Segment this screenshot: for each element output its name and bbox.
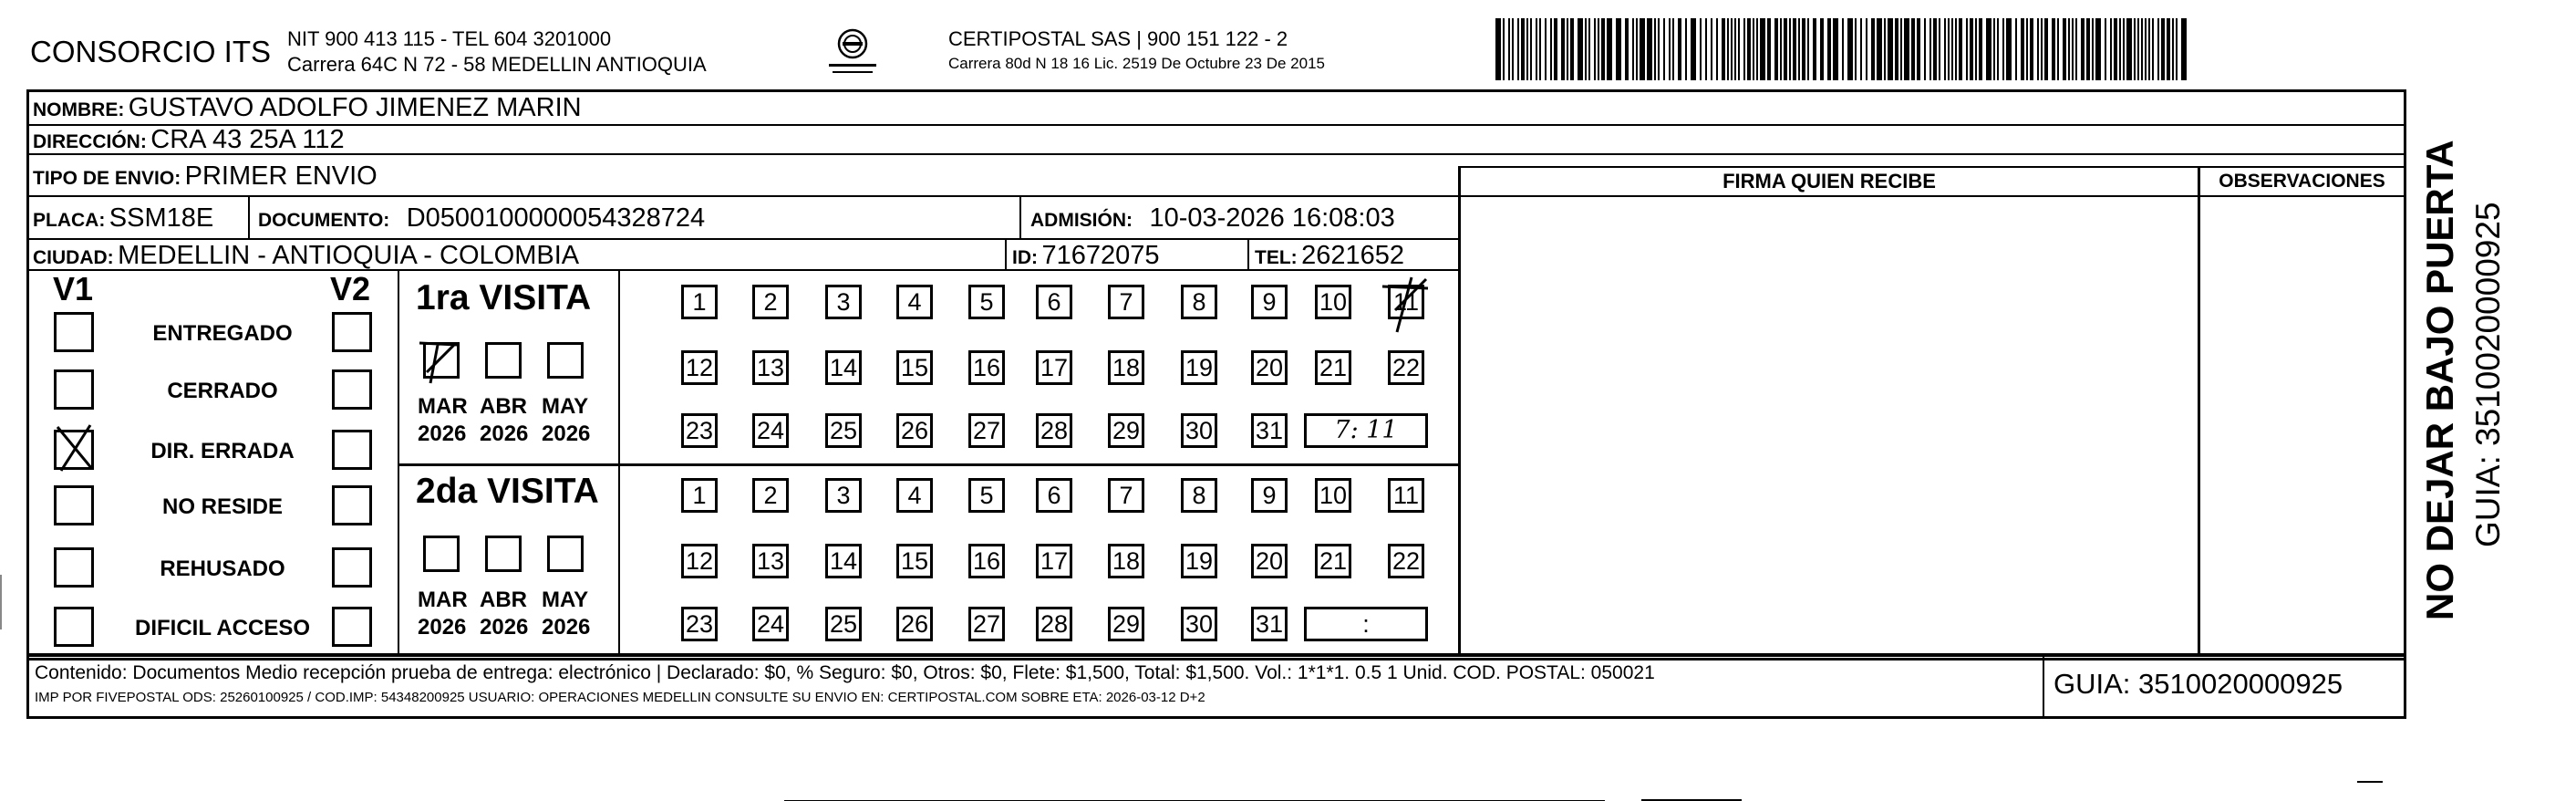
v1-checkbox-1[interactable] [54,369,94,410]
firma-area[interactable] [1463,198,2196,654]
placa-label: PLACA: [33,210,106,231]
id-value: 71672075 [1041,241,1160,270]
documento-label: DOCUMENTO: [258,210,390,231]
month-label: ABR [480,394,527,419]
v2-checkbox-3[interactable] [332,485,372,525]
day-box[interactable]: 24 [752,607,789,641]
day-box[interactable]: 20 [1251,544,1288,578]
day-box[interactable]: 30 [1181,607,1217,641]
day-box[interactable]: 28 [1036,607,1072,641]
day-box[interactable]: 30 [1181,413,1217,448]
v2-heading: V2 [330,270,371,307]
footer-imp: IMP POR FIVEPOSTAL ODS: 25260100925 / COD.IMP: 54348200925 USUARIO: OPERACIONES MEDELLIN CONSULTE SU ENVIO EN: CERTIPOSTAL.COM SOBRE ETA: 2026-03-12 D+2 [35,690,1205,705]
year-label: 2026 [480,421,529,446]
day-box[interactable]: 2 [752,285,789,319]
tipo-envio-row [33,155,378,195]
day-box[interactable]: 22 [1388,544,1424,578]
day-box[interactable]: 18 [1108,350,1144,385]
day-box[interactable]: 10 [1315,285,1351,319]
ciudad-label: CIUDAD: [33,247,114,268]
day-box[interactable]: 3 [825,478,862,513]
year-label: 2026 [542,421,591,446]
month-label: MAR [418,394,468,419]
observaciones-area[interactable] [2202,198,2403,654]
placa-value: SSM18E [109,203,214,233]
id-label: ID: [1012,247,1038,268]
day-box[interactable]: 27 [968,413,1005,448]
day-box[interactable]: 19 [1181,350,1217,385]
day-box[interactable]: 8 [1181,285,1217,319]
month-checkbox-1-0[interactable] [423,536,460,572]
tipo-envio-value: PRIMER ENVIO [184,161,378,191]
v1-heading: V1 [53,270,94,307]
admision-value: 10-03-2026 16:08:03 [1149,203,1395,233]
day-box[interactable]: 26 [896,413,933,448]
day-box[interactable]: 3 [825,285,862,319]
footer-contenido: Contenido: Documentos Medio recepción prueba de entrega: electrónico | Declarado: $0, % Seguro: $0, Otros: $0, Flete: $1,500, Total: $1,500. Vol.: 1*1*1. 0.5 1 Unid. COD. POSTAL: 050021 [35,662,1655,683]
month-checkbox-0-2[interactable] [547,342,584,379]
nombre-row [33,89,582,124]
day-box[interactable]: 9 [1251,478,1288,513]
v1-checkbox-2[interactable] [54,430,94,470]
tel-label: TEL: [1255,247,1298,268]
month-label: MAY [542,394,589,419]
day-box[interactable]: 7 [1108,285,1144,319]
day-box[interactable]: 17 [1036,350,1072,385]
day-box[interactable]: 23 [681,607,718,641]
day-box[interactable]: 17 [1036,544,1072,578]
day-box[interactable]: 19 [1181,544,1217,578]
company-name: CONSORCIO ITS [30,35,272,68]
ciudad-value: MEDELLIN - ANTIOQUIA - COLOMBIA [118,241,580,270]
year-label: 2026 [480,615,529,640]
day-box[interactable]: 29 [1108,413,1144,448]
day-box[interactable]: 22 [1388,350,1424,385]
year-label: 2026 [542,615,591,640]
month-checkbox-0-0[interactable] [423,342,460,379]
day-box[interactable]: 20 [1251,350,1288,385]
ciudad-cell [33,240,579,269]
tipo-envio-label: TIPO DE ENVIO: [33,168,181,189]
day-box[interactable]: 10 [1315,478,1351,513]
certipostal-logo-icon [825,26,880,78]
status-label: DIR. ERRADA [150,439,295,463]
month-label: ABR [480,588,527,612]
carrier-address: Carrera 80d N 18 16 Lic. 2519 De Octubre 23 De 2015 [948,55,1325,72]
v1-checkbox-4[interactable] [54,547,94,588]
day-box[interactable]: 14 [825,350,862,385]
day-box[interactable]: 21 [1315,544,1351,578]
v2-checkbox-1[interactable] [332,369,372,410]
day-box[interactable]: 5 [968,285,1005,319]
firma-label: FIRMA QUIEN RECIBE [1723,170,1936,192]
day-box[interactable]: 31 [1251,607,1288,641]
visit-title-0: 1ra VISITA [416,278,592,317]
day-box[interactable]: 18 [1108,544,1144,578]
day-box[interactable]: 14 [825,544,862,578]
day-box[interactable]: 4 [896,285,933,319]
v1-checkbox-3[interactable] [54,485,94,525]
company-address: Carrera 64C N 72 - 58 MEDELLIN ANTIOQUIA [287,53,707,76]
v2-checkbox-0[interactable] [332,312,372,352]
footer-frame [26,653,2406,719]
tel-value: 2621652 [1301,241,1405,270]
visit-title-1: 2da VISITA [416,472,599,511]
day-box[interactable]: 12 [681,350,718,385]
month-label: MAR [418,588,468,612]
day-box[interactable]: 13 [752,544,789,578]
day-box[interactable]: 26 [896,607,933,641]
month-checkbox-1-2[interactable] [547,536,584,572]
status-label: DIFICIL ACCESO [134,616,310,640]
year-label: 2026 [418,421,467,446]
month-label: MAY [542,588,589,612]
documento-cell [258,197,705,238]
day-box[interactable]: 11 [1388,285,1424,319]
day-box[interactable]: 16 [968,350,1005,385]
observaciones-label: OBSERVACIONES [2219,171,2385,192]
day-box[interactable]: 16 [968,544,1005,578]
day-box[interactable]: 12 [681,544,718,578]
day-box[interactable]: 15 [896,350,933,385]
day-box[interactable]: 11 [1388,478,1424,513]
placa-cell [33,197,213,238]
direccion-value: CRA 43 25A 112 [150,125,345,154]
nombre-value: GUSTAVO ADOLFO JIMENEZ MARIN [128,93,582,122]
carrier-name: CERTIPOSTAL SAS | 900 151 122 - 2 [948,27,1288,50]
day-box[interactable]: 15 [896,544,933,578]
status-label: NO RESIDE [161,494,284,519]
direccion-row [33,124,345,153]
day-box[interactable]: 13 [752,350,789,385]
day-box[interactable]: 24 [752,413,789,448]
day-box[interactable]: 29 [1108,607,1144,641]
v1-checkbox-5[interactable] [54,607,94,647]
day-box[interactable]: 6 [1036,285,1072,319]
day-box[interactable]: 28 [1036,413,1072,448]
day-box[interactable]: 7 [1108,478,1144,513]
day-box[interactable]: 1 [681,478,718,513]
company-nit: NIT 900 413 115 - TEL 604 3201000 [287,27,612,50]
day-box[interactable]: 23 [681,413,718,448]
tel-cell [1255,240,1404,269]
month-checkbox-0-1[interactable] [485,342,522,379]
day-box[interactable]: 6 [1036,478,1072,513]
status-label: ENTREGADO [152,321,293,346]
status-label: CERRADO [167,379,278,403]
v2-checkbox-2[interactable] [332,430,372,470]
nombre-label: NOMBRE: [33,99,125,120]
day-box[interactable]: 2 [752,478,789,513]
day-box[interactable]: 25 [825,413,862,448]
footer-guia: GUIA: 3510020000925 [2054,668,2343,700]
day-box[interactable]: 1 [681,285,718,319]
id-cell [1012,240,1159,269]
barcode [1495,18,2198,80]
day-box[interactable]: 9 [1251,285,1288,319]
status-label: REHUSADO [160,557,285,581]
v2-checkbox-4[interactable] [332,547,372,588]
day-box[interactable]: 31 [1251,413,1288,448]
year-label: 2026 [418,615,467,640]
side-warning: NO DEJAR BAJO PUERTA [2418,140,2461,620]
day-box[interactable]: 4 [896,478,933,513]
direccion-label: DIRECCIÓN: [33,131,147,152]
admision-cell [1030,197,1395,238]
day-box[interactable]: 21 [1315,350,1351,385]
day-box[interactable]: 25 [825,607,862,641]
admision-label: ADMISIÓN: [1030,210,1133,231]
day-box[interactable]: 5 [968,478,1005,513]
v2-checkbox-5[interactable] [332,607,372,647]
month-checkbox-1-1[interactable] [485,536,522,572]
side-guia: GUIA: 3510020000925 [2469,202,2507,547]
v1-checkbox-0[interactable] [54,312,94,352]
day-box[interactable]: 8 [1181,478,1217,513]
time-box[interactable]: 7: 11 [1304,413,1428,448]
time-box[interactable]: : [1304,607,1428,641]
documento-value: D0500100000054328724 [406,203,706,233]
day-box[interactable]: 27 [968,607,1005,641]
